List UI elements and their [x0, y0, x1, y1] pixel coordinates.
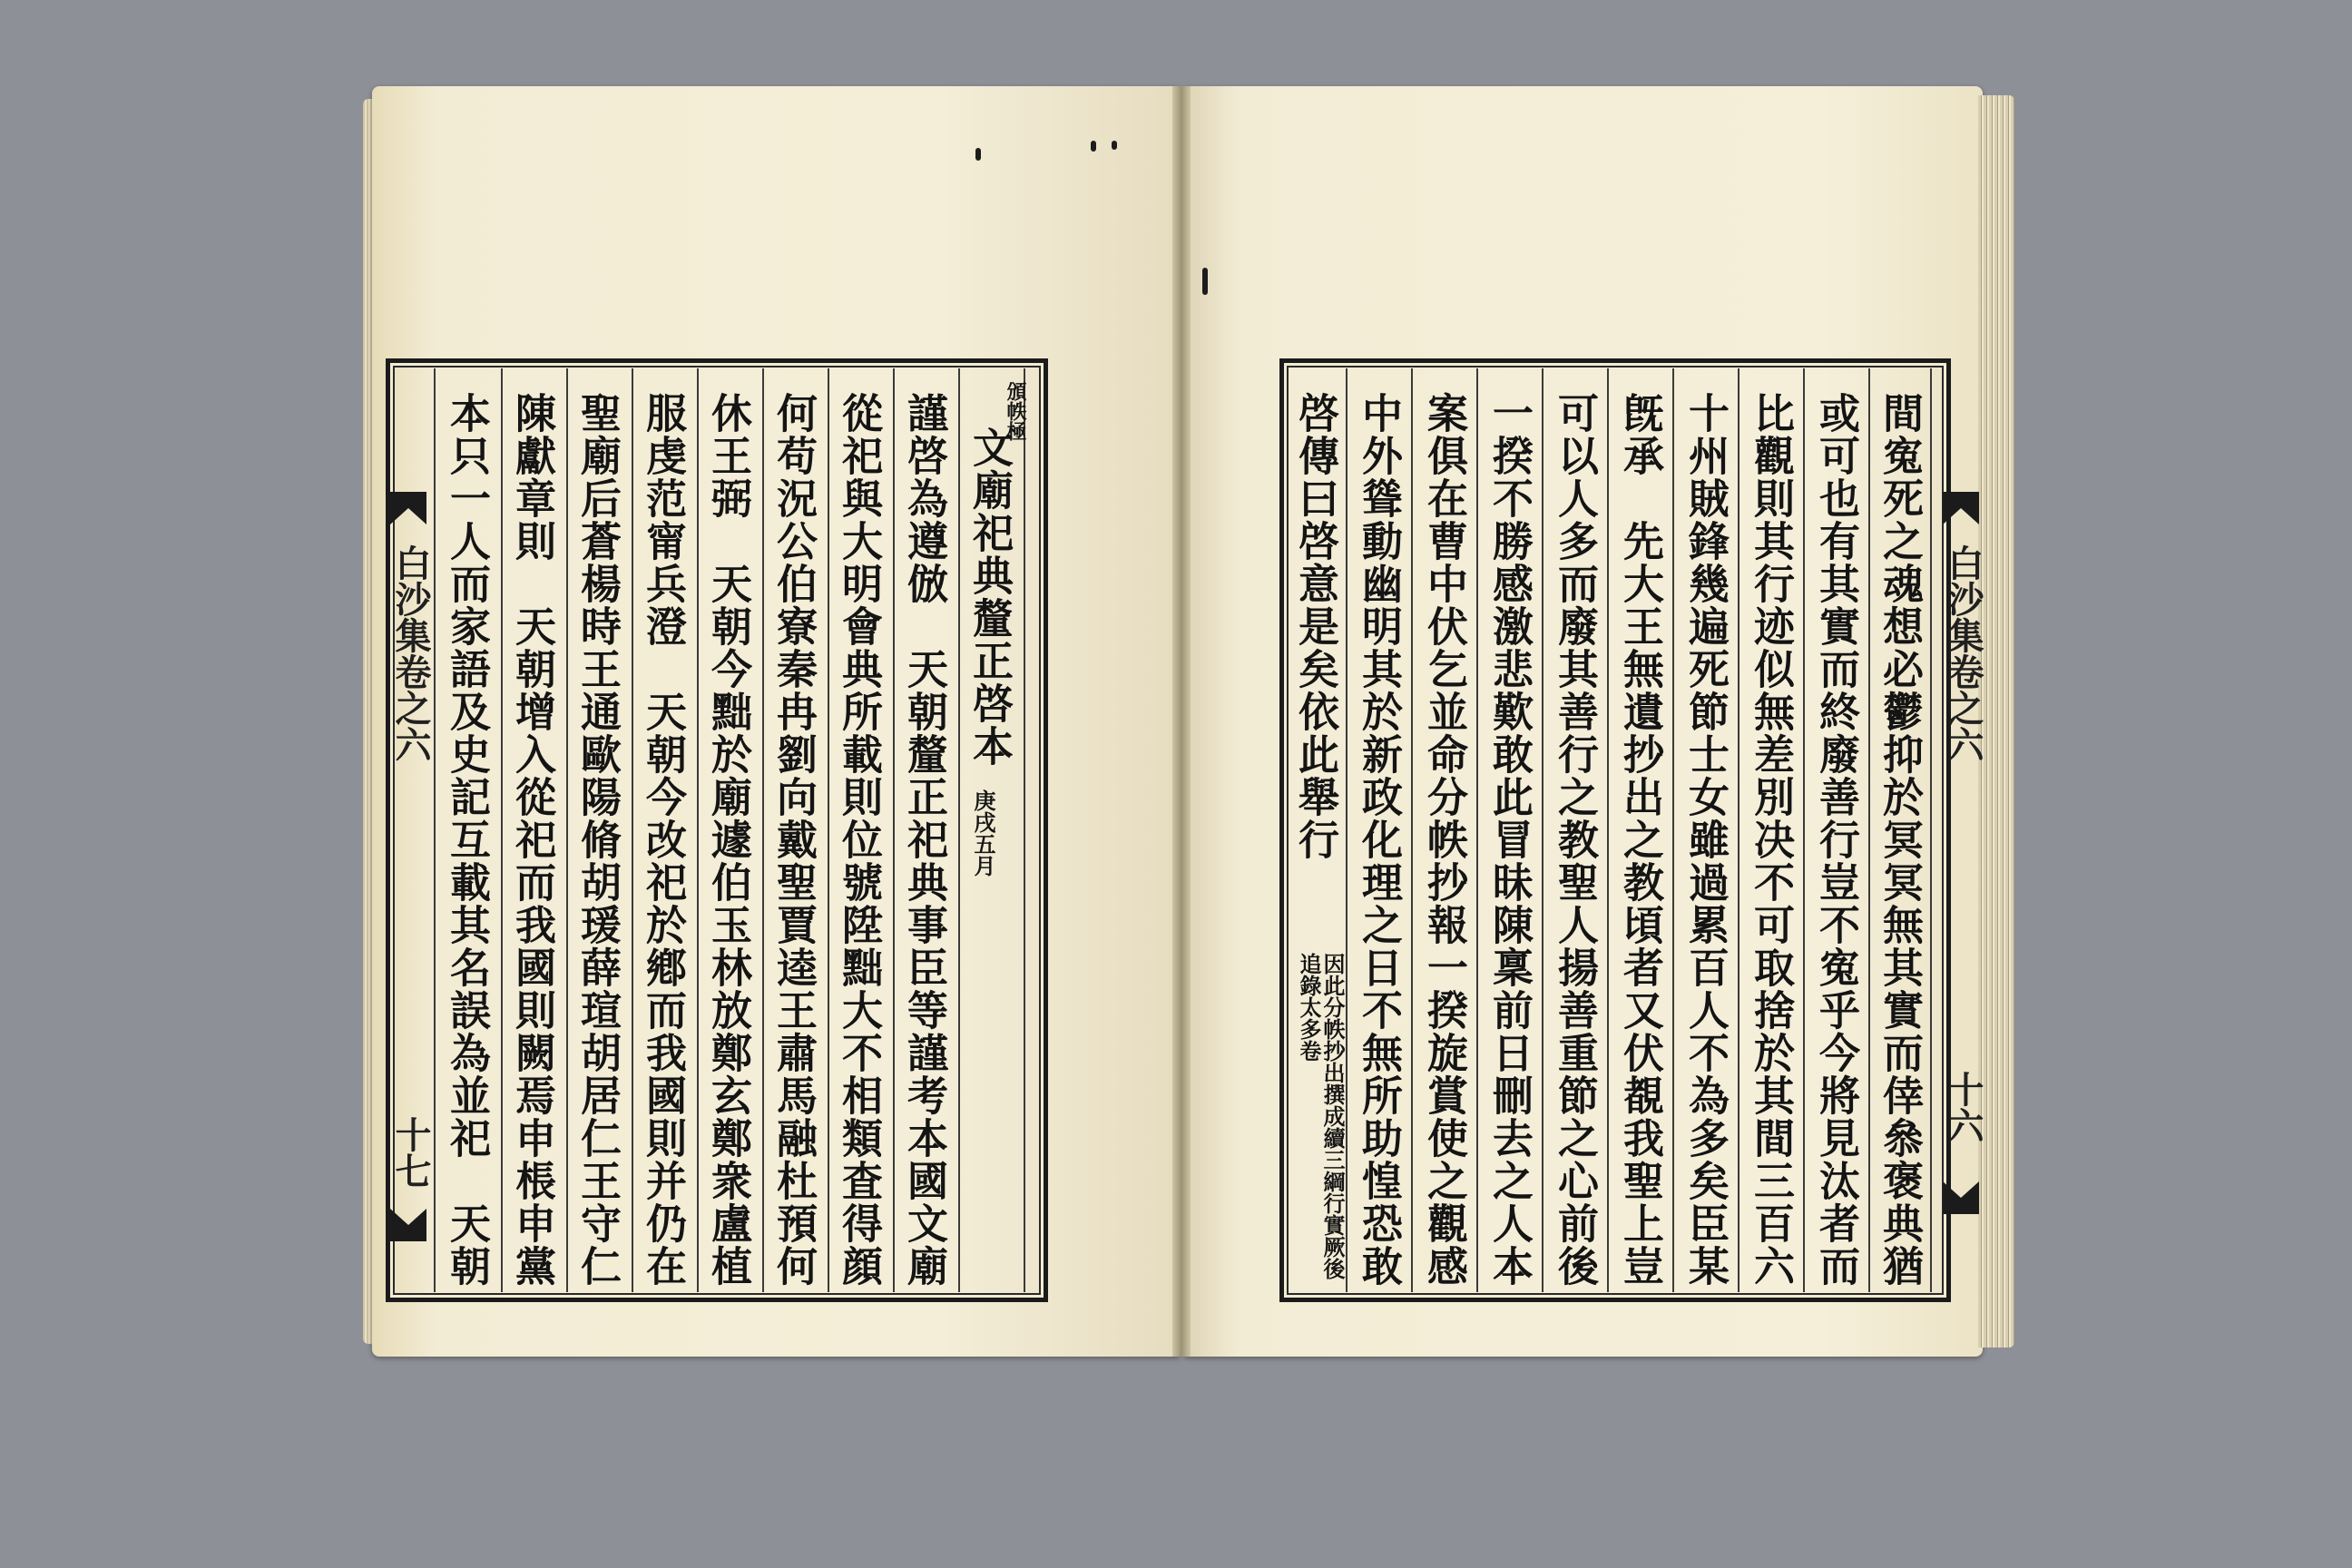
text-column-2: 或可也有其實而終廢善行豈不寃乎今將見汰者而 [1812, 392, 1860, 1288]
binding-hole [1112, 141, 1117, 150]
column-rule [1411, 368, 1413, 1292]
column-rule [1346, 368, 1348, 1292]
column-rule [1738, 368, 1740, 1292]
margin-page-number: 十七 [389, 1116, 432, 1189]
text-column-10: 啓傳曰啓意是矣依此舉行 [1291, 392, 1339, 861]
text-column-3: 比觀則其行迹似無差別决不可取捨於其間三百六 [1747, 392, 1795, 1288]
open-book [363, 86, 2024, 1357]
column-rule [1542, 368, 1544, 1292]
text-column-7: 一揆不勝感激悲歎敢此冒昧陳稟前日刪去之人本 [1485, 392, 1534, 1288]
column-rule [762, 368, 764, 1292]
column-rule [1476, 368, 1478, 1292]
column-rule [893, 368, 895, 1292]
right-text-frame [1279, 358, 1984, 1302]
column-rule [828, 368, 829, 1292]
column-rule [958, 368, 960, 1292]
date-note: 庚戌五月 [970, 789, 996, 877]
fish-tail-top-icon [388, 490, 428, 526]
center-band-right [1939, 363, 1984, 1298]
fish-tail-top-icon [1941, 490, 1981, 526]
text-column-9: 中外聳動幽明其於新政化理之日不無所助惶恐敢 [1355, 392, 1403, 1288]
column-rule [501, 368, 503, 1292]
column-rule [1803, 368, 1805, 1292]
margin-page-number: 十六 [1942, 1071, 1984, 1143]
column-rule [434, 368, 436, 1292]
binding-hole [1091, 141, 1096, 152]
column-rule [1868, 368, 1870, 1292]
binding-hole [1202, 268, 1208, 295]
text-column-6: 服虔范甯兵澄 天朝今改祀於鄕而我國則并仍在 [639, 392, 687, 1288]
text-column-9: 本只一人而家語及史記互載其名誤為並祀 天朝 [443, 392, 491, 1288]
column-rule [1672, 368, 1674, 1292]
text-column-4: 十州賊鋒幾遍死節士女雖過累百人不為多矣臣某 [1681, 392, 1730, 1288]
column-rule [1930, 368, 1932, 1292]
text-column-6: 可以人多而廢其善行之教聖人揚善重節之心前後 [1551, 392, 1599, 1288]
text-column-2: 謹啓為遵倣 天朝釐正祀典事臣等謹考本國文廟 [900, 392, 948, 1288]
column-rule [566, 368, 568, 1292]
book-gutter [1172, 86, 1191, 1357]
left-text-frame [386, 358, 1048, 1302]
fish-tail-bottom-icon [1941, 1180, 1981, 1216]
text-column-5: 旣承 先大王無遺抄出之教頃者又伏覩我聖上豈 [1616, 392, 1664, 1288]
fish-tail-bottom-icon [388, 1207, 428, 1243]
text-column-4: 何苟況公伯寮秦冉劉向戴聖賈逵王肅馬融杜預何 [769, 392, 818, 1288]
text-column-5: 休王弼 天朝今黜於廟遽伯玉林放鄭玄鄭衆盧植 [704, 392, 752, 1288]
text-column-7: 聖廟后蒼楊時王通歐陽脩胡瑗薛瑄胡居仁王守仁 [573, 392, 622, 1288]
margin-title: 白沙集卷之六 [389, 544, 432, 762]
text-column-1: 間寃死之魂想必鬱抑於冥冥無其實而倖叅褒典猶 [1876, 392, 1924, 1288]
column-rule [632, 368, 633, 1292]
heading-note: 頒帙極 [1004, 381, 1027, 441]
column-rule [697, 368, 699, 1292]
column-rule [1024, 368, 1025, 1292]
text-column-8: 陳獻章則 天朝增入從祀而我國則闕焉申棖申黨 [508, 392, 556, 1288]
column-rule [1607, 368, 1609, 1292]
center-band-left [387, 363, 432, 1298]
end-note: 因此分帙抄出撰成續三綱行實厥後追錄太多卷 [1296, 953, 1346, 1279]
text-column-8: 案俱在曹中伏乞並命分帙抄報一揆旋賞使之觀感 [1420, 392, 1468, 1288]
binding-hole [975, 148, 981, 161]
text-column-1: 文廟祀典釐正啓本 [965, 426, 1014, 768]
text-column-3: 從祀與大明會典所載則位號陞黜大不相類査得顔 [835, 392, 883, 1288]
margin-title: 白沙集卷之六 [1942, 544, 1984, 762]
